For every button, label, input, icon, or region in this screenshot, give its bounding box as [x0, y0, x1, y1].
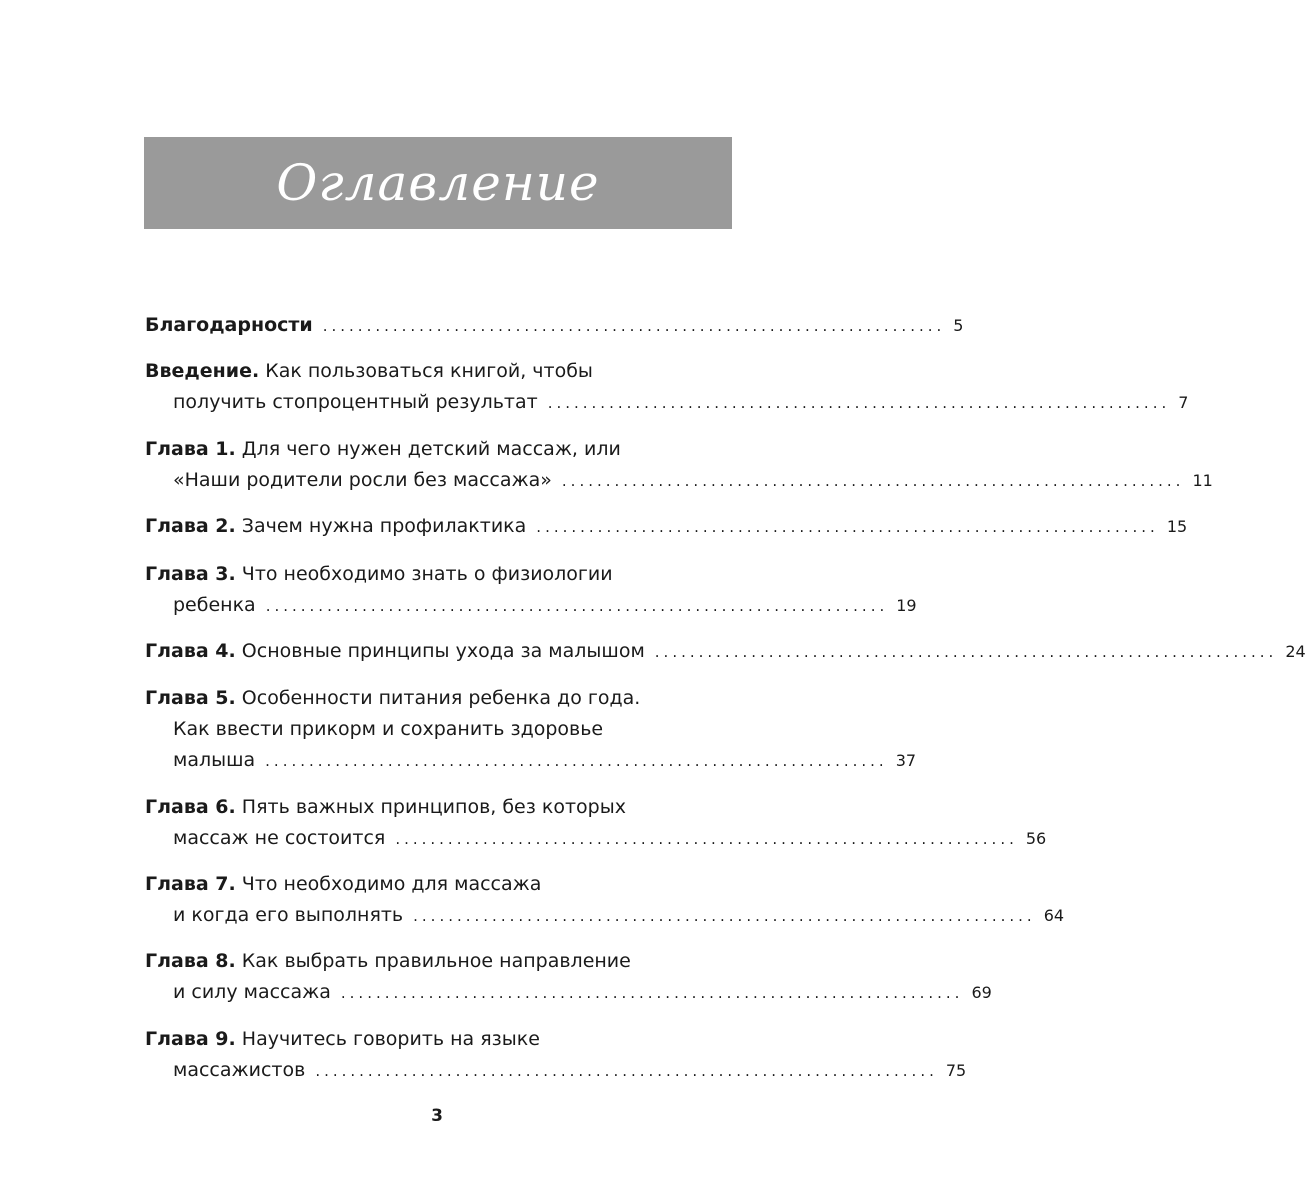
toc-entry-text: и когда его выполнять: [173, 904, 404, 926]
toc-entry-label: Глава 5.: [145, 687, 236, 709]
toc-page-number: 7: [1178, 393, 1189, 412]
toc-entry-text: массаж не состоится: [173, 827, 386, 849]
leader-dots: .......................................................................: [395, 830, 1018, 848]
toc-entry-text: Зачем нужна профилактика: [241, 515, 527, 537]
page-number: 3: [431, 1106, 443, 1126]
toc-entry-label: Глава 6.: [145, 796, 236, 818]
toc-page-number: 15: [1166, 517, 1188, 536]
toc-page-number: 64: [1043, 906, 1065, 925]
title-banner: [144, 137, 732, 229]
toc-entry-label: Глава 3.: [145, 563, 236, 585]
toc-page-number: 37: [895, 751, 917, 770]
toc-entry-text: малыша: [173, 749, 256, 771]
toc-entry: [145, 636, 1306, 667]
toc-entry-text: Как выбрать правильное направление: [241, 950, 631, 972]
toc-page-number: 56: [1025, 829, 1047, 848]
toc-entry-label: Глава 9.: [145, 1028, 236, 1050]
toc-entry: [145, 559, 917, 621]
toc-entry-label: Глава 7.: [145, 873, 236, 895]
toc-entry-text: ребенка: [173, 594, 256, 616]
toc-entry-text: Как ввести прикорм и сохранить здоровье: [173, 718, 604, 740]
toc-page-number: 19: [896, 596, 917, 615]
leader-dots: .......................................................................: [265, 752, 888, 770]
leader-dots: .......................................................................: [413, 907, 1036, 925]
toc-entry-text: массажистов: [173, 1059, 306, 1081]
toc-page-number: 24: [1285, 642, 1306, 661]
leader-dots: .......................................................................: [265, 597, 889, 615]
toc-entry-text: Пять важных принципов, без которых: [241, 796, 626, 818]
toc-entry-label: Глава 8.: [145, 950, 236, 972]
toc-entry: [145, 869, 1065, 931]
toc-entry: [145, 792, 1047, 854]
leader-dots: .......................................................................: [322, 317, 946, 335]
leader-dots: .......................................................................: [654, 643, 1278, 661]
toc-entry-text: Что необходимо для массажа: [241, 873, 542, 895]
toc-entry-label: Глава 2.: [145, 515, 236, 537]
toc-entry-text: Для чего нужен детский массаж, или: [241, 438, 621, 460]
toc-entry-text: Научитесь говорить на языке: [241, 1028, 540, 1050]
toc-entry-text: получить стопроцентный результат: [173, 391, 538, 413]
toc-entry-text: Особенности питания ребенка до года.: [241, 687, 641, 709]
leader-dots: .......................................................................: [536, 518, 1159, 536]
toc-page-number: 11: [1192, 471, 1213, 490]
toc-entry-label: Введение.: [145, 360, 260, 382]
toc-entry-text: Основные принципы ухода за малышом: [241, 640, 645, 662]
toc-entry: [145, 1024, 967, 1086]
toc-entry-text: Что необходимо знать о физиологии: [241, 563, 613, 585]
toc-entry-label: Благодарности: [145, 314, 313, 336]
toc-entry-label: Глава 4.: [145, 640, 236, 662]
toc-entry-text: Как пользоваться книгой, чтобы: [265, 360, 593, 382]
leader-dots: .......................................................................: [315, 1062, 938, 1080]
leader-dots: .......................................................................: [561, 472, 1185, 490]
toc-entry-text: и силу массажа: [173, 981, 331, 1003]
toc-page-number: 69: [971, 983, 992, 1002]
toc-entry-label: Глава 1.: [145, 438, 236, 460]
toc-entry: [145, 683, 917, 776]
toc-entry-text: «Наши родители росли без массажа»: [173, 469, 552, 491]
leader-dots: .......................................................................: [340, 984, 964, 1002]
toc-entry: [145, 511, 1188, 542]
toc-entry: [145, 310, 964, 341]
page-title: Оглавление: [276, 154, 600, 212]
toc-page-number: 5: [953, 316, 964, 335]
leader-dots: .......................................................................: [547, 394, 1171, 412]
toc-page-number: 75: [945, 1061, 967, 1080]
toc-entry: [145, 434, 1213, 496]
toc-entry: [145, 356, 1189, 418]
toc-entry: [145, 946, 992, 1008]
